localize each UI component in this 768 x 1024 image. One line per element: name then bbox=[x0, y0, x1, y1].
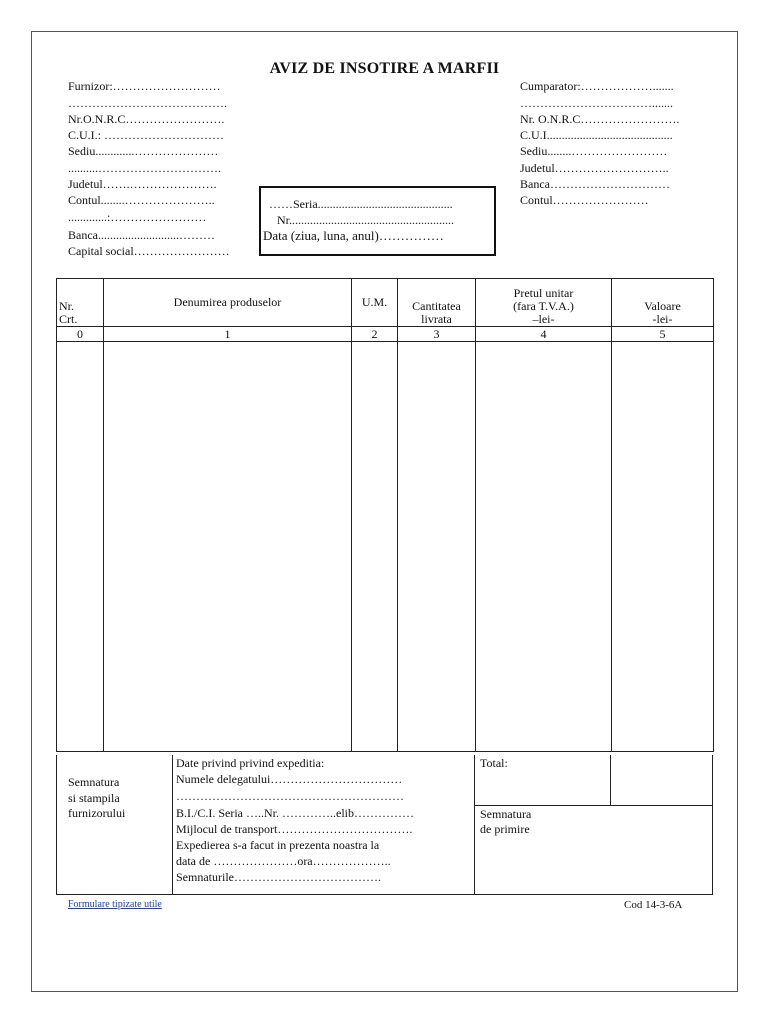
furnizor-signature-label-3: furnizorului bbox=[68, 806, 126, 820]
delegate-name-cont: ………………………………………………… bbox=[176, 789, 404, 803]
furnizor-contul-cont: .............:…………………… bbox=[68, 210, 207, 224]
receipt-signature-label-2: de primire bbox=[480, 822, 530, 836]
transport-field: Mijlocul de transport……………………………. bbox=[176, 822, 413, 836]
furnizor-sediu: Sediu.............………………… bbox=[68, 144, 219, 158]
index-cell: 3 bbox=[398, 327, 476, 342]
document-data: Data (ziua, luna, anul)…………… bbox=[263, 228, 444, 243]
index-cell: 5 bbox=[612, 327, 714, 342]
cumparator-name: Cumparator:………………....... bbox=[520, 79, 674, 93]
delegate-name-field: Numele delegatului…………………………… bbox=[176, 772, 403, 786]
header-pret: Pretul unitar (fara T.V.A.) –lei- bbox=[476, 279, 612, 327]
header-nr-crt: Nr. Crt. bbox=[57, 279, 104, 327]
furnizor-banca: Banca...........................……… bbox=[68, 228, 215, 242]
receipt-signature-label-1: Semnatura bbox=[480, 807, 532, 821]
date-time-field: data de …………………ora……………….. bbox=[176, 854, 391, 868]
cumparator-contul: Contul…………………… bbox=[520, 193, 649, 207]
furnizor-contul: Contul........………………….. bbox=[68, 193, 215, 207]
cumparator-name-cont: ……………………………....... bbox=[520, 96, 673, 110]
furnizor-cui: C.U.I.: ………………………… bbox=[68, 128, 224, 142]
furnizor-judetul: Judetul…….…………………. bbox=[68, 177, 217, 191]
expedition-statement: Expedierea s-a facut in prezenta noastra la bbox=[176, 838, 380, 852]
document-seria: ……Seria............................................. bbox=[269, 197, 453, 211]
body-cell-um[interactable] bbox=[352, 342, 398, 752]
furnizor-capital: Capital social…………………… bbox=[68, 244, 230, 258]
cumparator-onrc: Nr. O.N.R.C……………………. bbox=[520, 112, 680, 126]
index-cell: 2 bbox=[352, 327, 398, 342]
header-cantitate: Cantitatea livrata bbox=[398, 279, 476, 327]
document-nr: Nr....................................................... bbox=[277, 213, 454, 227]
signature-section bbox=[56, 755, 713, 895]
furnizor-signature-label-2: si stampila bbox=[68, 791, 120, 805]
header-um: U.M. bbox=[352, 279, 398, 327]
furnizor-onrc: Nr.O.N.R.C……………………. bbox=[68, 112, 225, 126]
products-table bbox=[56, 278, 714, 752]
form-code: Cod 14-3-6A bbox=[624, 899, 683, 911]
forms-link[interactable]: Formulare tipizate utile bbox=[68, 899, 162, 910]
header-valoare: Valoare -lei- bbox=[612, 279, 714, 327]
furnizor-name-cont: …………………………………. bbox=[68, 96, 227, 110]
cumparator-cui: C.U.I.......................................... bbox=[520, 128, 673, 142]
body-cell-cantitate[interactable] bbox=[398, 342, 476, 752]
id-card-field: B.I./C.I. Seria …..Nr. …………..elib…………… bbox=[176, 806, 414, 820]
table-header-row bbox=[57, 279, 714, 327]
form-title: AVIZ DE INSOTIRE A MARFII bbox=[269, 60, 500, 77]
furnizor-sediu-cont: ..........…………………………. bbox=[68, 161, 221, 175]
expedition-title: Date privind privind expeditia: bbox=[176, 756, 325, 770]
cumparator-sediu: Sediu........…………………… bbox=[520, 144, 668, 158]
table-body-row bbox=[57, 342, 714, 752]
cumparator-banca: Banca………………………… bbox=[520, 177, 670, 191]
body-cell-denumire[interactable] bbox=[104, 342, 352, 752]
body-cell-pret[interactable] bbox=[476, 342, 612, 752]
form-page bbox=[31, 31, 738, 992]
body-cell-valoare[interactable] bbox=[612, 342, 714, 752]
document-series-box bbox=[259, 186, 496, 256]
furnizor-name: Furnizor:……………………… bbox=[68, 79, 221, 93]
cumparator-judetul: Judetul……………………….. bbox=[520, 161, 669, 175]
table-index-row bbox=[57, 327, 714, 342]
index-cell: 1 bbox=[104, 327, 352, 342]
index-cell: 0 bbox=[57, 327, 104, 342]
body-cell-nr[interactable] bbox=[57, 342, 104, 752]
index-cell: 4 bbox=[476, 327, 612, 342]
furnizor-signature-label-1: Semnatura bbox=[68, 775, 120, 789]
total-label: Total: bbox=[480, 756, 508, 770]
header-denumire: Denumirea produselor bbox=[104, 279, 352, 327]
signatures-field: Semnaturile………………………………. bbox=[176, 870, 381, 884]
